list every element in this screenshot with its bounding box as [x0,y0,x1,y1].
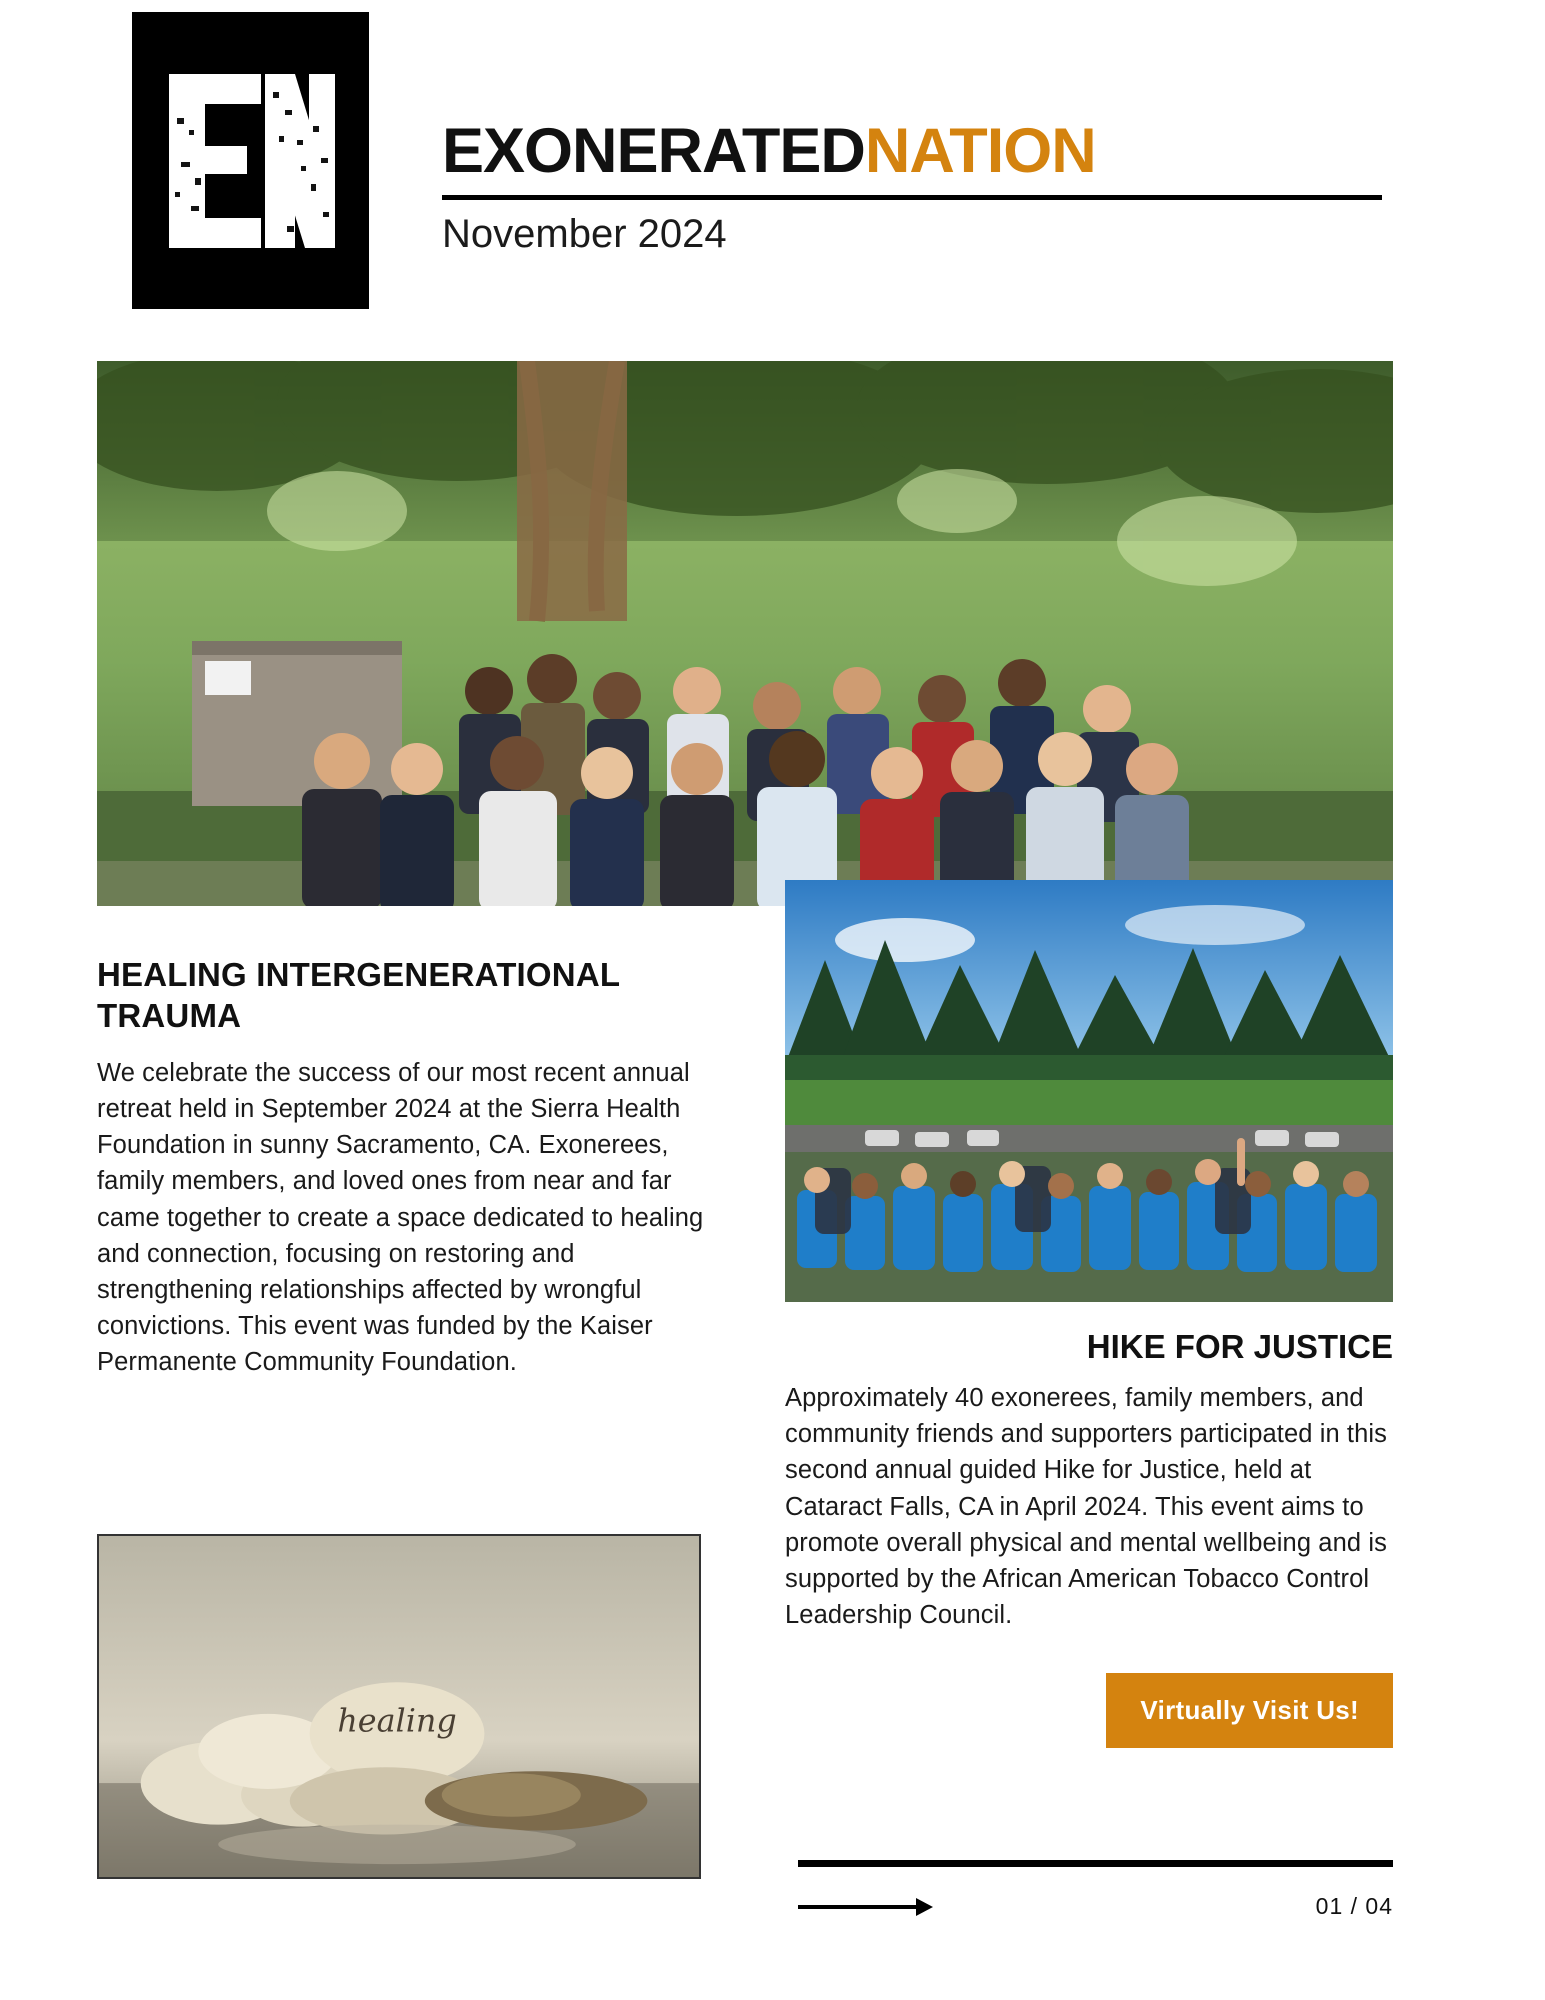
arrow-right-icon[interactable] [798,1895,933,1919]
issue-date: November 2024 [442,212,727,256]
page-header [132,12,1382,312]
hike-for-justice-photo [785,880,1393,1302]
article-hike-for-justice [785,880,1393,1748]
healing-stones-photo [97,1534,701,1879]
masthead [442,116,1382,257]
brand-title-primary: EXONERATED [442,116,865,186]
footer-divider [798,1860,1393,1867]
hike-for-justice-body: Approximately 40 exonerees, family members, and community friends and supporters participated in this second annual guided Hike for Justice, held at Cataract Falls, CA in April 2024. This event aims to promote overall physical and mental wellbeing and is supported by the African American Tobacco Control Leadership Council. [785,1384,1388,1630]
page-number: 01 / 04 [1315,1893,1393,1919]
en-monogram-icon [161,66,341,256]
healing-trauma-body: We celebrate the success of our most recent annual retreat held in September 2024 at the Sierra Health Foundation in sunny Sacramento, CA. Exonerees, family members, and loved ones from near and far came together to create a space dedicated to healing and connection, focusing on restoring and strengthening relationships affected by wrongful convictions. This event was funded by the Kaiser Permanente Community Foundation. [97,1058,704,1377]
article-healing-trauma [97,955,737,1381]
brand-title-accent: NATION [864,116,1096,186]
hero-photo-retreat-group [97,361,1393,906]
healing-trauma-headline: HEALING INTERGENERATIONAL TRAUMA [97,956,620,1034]
hike-for-justice-headline: HIKE FOR JUSTICE [1086,1328,1393,1365]
virtually-visit-us-button[interactable]: Virtually Visit Us! [1106,1673,1393,1748]
page-footer [798,1860,1393,1920]
svg-text:healing: healing [337,1703,457,1740]
logo [132,12,369,309]
masthead-divider [442,195,1382,200]
brand-title [442,116,1382,186]
